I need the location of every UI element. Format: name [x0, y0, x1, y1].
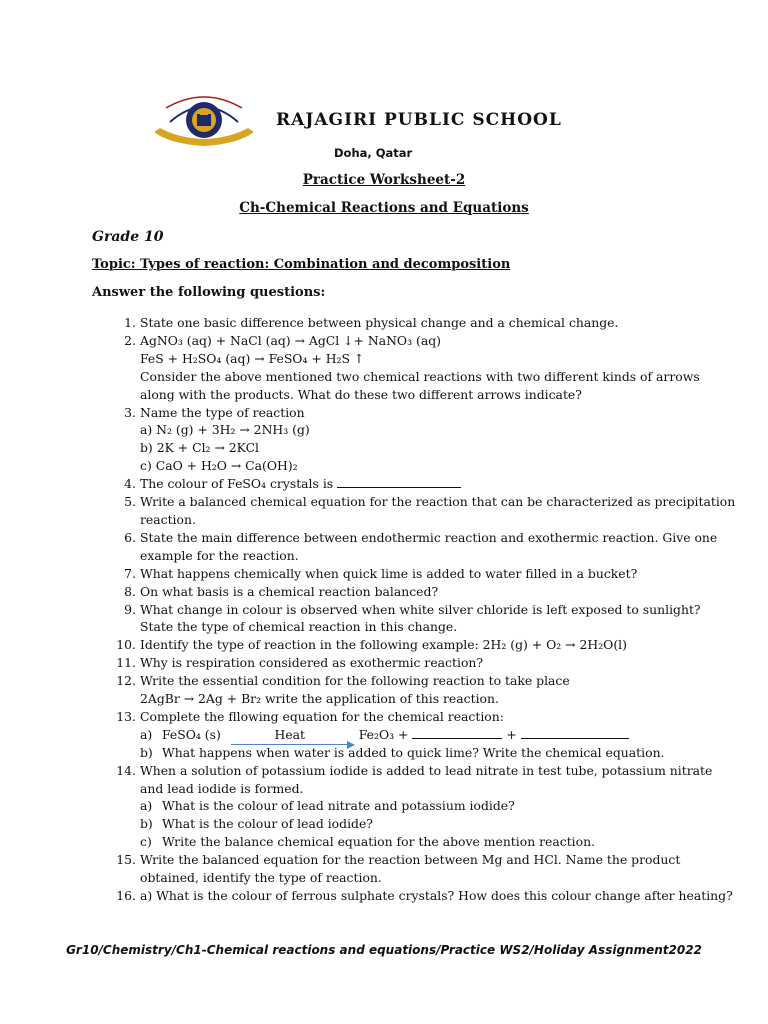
sub-question-text: What happens when water is added to quick lime? Write the chemical equation. — [162, 744, 665, 760]
question-text: Identify the type of reaction in the following example: 2H₂ (g) + O₂ → 2H₂O(l) — [140, 637, 627, 653]
question-number: 13. — [116, 708, 136, 724]
question-number: 3. — [124, 404, 136, 420]
question-number: 7. — [124, 565, 136, 581]
question-line: b) 2K + Cl₂ → 2KCl — [140, 440, 260, 456]
question-item — [116, 332, 736, 404]
question-line: a) N₂ (g) + 3H₂ → 2NH₃ (g) — [140, 422, 310, 438]
answer-blank[interactable] — [412, 726, 502, 739]
question-number: 6. — [124, 529, 136, 545]
heat-arrow — [225, 726, 355, 744]
sub-question-label: a) — [140, 798, 153, 814]
equation-reactant: FeSO₄ (s) — [162, 726, 221, 742]
question-item — [116, 314, 736, 332]
question-line: Consider the above mentioned two chemical reactions with two different kinds of arrows along with the products. What do these two different arrows indicate? — [140, 368, 700, 402]
question-line: 2AgBr → 2Ag + Br₂ write the application of this reaction. — [140, 691, 499, 707]
sub-question — [140, 726, 736, 744]
question-item — [116, 654, 736, 672]
question-number: 5. — [124, 494, 136, 510]
question-item — [116, 583, 736, 601]
question-text: What happens chemically when quick lime is added to water filled in a bucket? — [140, 565, 638, 581]
question-item — [116, 529, 736, 565]
question-item — [116, 475, 736, 493]
question-number: 15. — [116, 852, 136, 868]
question-line: Write the essential condition for the following reaction to take place — [140, 673, 570, 689]
page-footer: Gr10/Chemistry/Ch1-Chemical reactions and equations/Practice WS2/Holiday Assignment2022 — [66, 943, 702, 957]
sub-question — [140, 815, 736, 833]
question-text: Complete the fllowing equation for the chemical reaction: — [140, 708, 504, 724]
question-item — [116, 636, 736, 654]
question-number: 4. — [124, 476, 136, 492]
equation-plus: + — [506, 726, 517, 742]
sub-question-label: c) — [140, 834, 152, 850]
question-text: What change in colour is observed when white silver chloride is left exposed to sunlight? State the type of chemical reaction in this change. — [140, 601, 701, 635]
chapter-title: Ch-Chemical Reactions and Equations — [239, 200, 529, 216]
question-item — [116, 493, 736, 529]
question-number: 1. — [124, 315, 136, 330]
question-text: Write the balanced equation for the reaction between Mg and HCl. Name the product obtained, identify the type of reaction. — [140, 852, 681, 886]
sub-question-text: What is the colour of lead nitrate and potassium iodide? — [162, 798, 515, 814]
question-text: Why is respiration considered as exothermic reaction? — [140, 655, 484, 671]
sub-question-label: b) — [140, 816, 153, 832]
heat-label: Heat — [274, 726, 306, 742]
question-text: State the main difference between endothermic reaction and exothermic reaction. Give one example for the reaction. — [140, 529, 718, 563]
question-item — [116, 601, 736, 637]
equation-product: Fe₂O₃ + — [358, 726, 409, 742]
question-text: a) What is the colour of ferrous sulphate crystals? How does this colour change after heating? — [140, 888, 733, 903]
sub-question-label: a) — [140, 726, 153, 742]
question-item — [116, 887, 736, 905]
sub-question-text: What is the colour of lead iodide? — [162, 816, 373, 832]
sub-question-text: Write the balance chemical equation for the above mention reaction. — [162, 834, 596, 850]
sub-question — [140, 744, 736, 762]
question-text: When a solution of potassium iodide is added to lead nitrate in test tube, potassium nitrate and lead iodide is formed. — [140, 762, 713, 796]
question-line: c) CaO + H₂O → Ca(OH)₂ — [140, 458, 298, 474]
question-list — [116, 314, 736, 905]
question-item — [116, 672, 736, 708]
sub-question — [140, 797, 736, 815]
question-text: The colour of FeSO₄ crystals is — [140, 476, 334, 492]
school-name: RAJAGIRI PUBLIC SCHOOL — [276, 110, 562, 130]
question-line: FeS + H₂SO₄ (aq) → FeSO₄ + H₂S ↑ — [140, 350, 365, 366]
sub-question-label: b) — [140, 744, 153, 760]
question-line: Name the type of reaction — [140, 404, 305, 420]
question-item — [116, 565, 736, 583]
sub-question — [140, 833, 736, 851]
question-item — [116, 708, 736, 762]
school-city: Doha, Qatar — [334, 146, 413, 160]
answer-blank[interactable] — [337, 475, 461, 488]
question-number: 11. — [116, 655, 136, 671]
question-text: State one basic difference between physical change and a chemical change. — [140, 315, 619, 330]
answer-blank[interactable] — [521, 726, 629, 739]
grade-label: Grade 10 — [92, 229, 164, 245]
question-number: 12. — [116, 673, 136, 689]
question-number: 16. — [116, 888, 136, 903]
question-item — [116, 851, 736, 887]
topic-label: Topic: Types of reaction: Combination and decomposition — [92, 257, 511, 272]
question-text: On what basis is a chemical reaction balanced? — [140, 583, 439, 599]
question-number: 2. — [124, 332, 136, 348]
question-number: 14. — [116, 762, 136, 778]
question-item — [116, 762, 736, 852]
question-text: Write a balanced chemical equation for the reaction that can be characterized as precipitation reaction. — [140, 494, 736, 527]
instruction-label: Answer the following questions: — [92, 285, 326, 300]
worksheet-title: Practice Worksheet-2 — [302, 172, 466, 188]
question-number: 8. — [124, 583, 136, 599]
question-number: 9. — [124, 601, 136, 617]
question-number: 10. — [116, 637, 136, 653]
question-item — [116, 404, 736, 476]
question-line: AgNO₃ (aq) + NaCl (aq) → AgCl ↓+ NaNO₃ (aq) — [140, 332, 441, 348]
school-logo-icon — [150, 92, 258, 150]
